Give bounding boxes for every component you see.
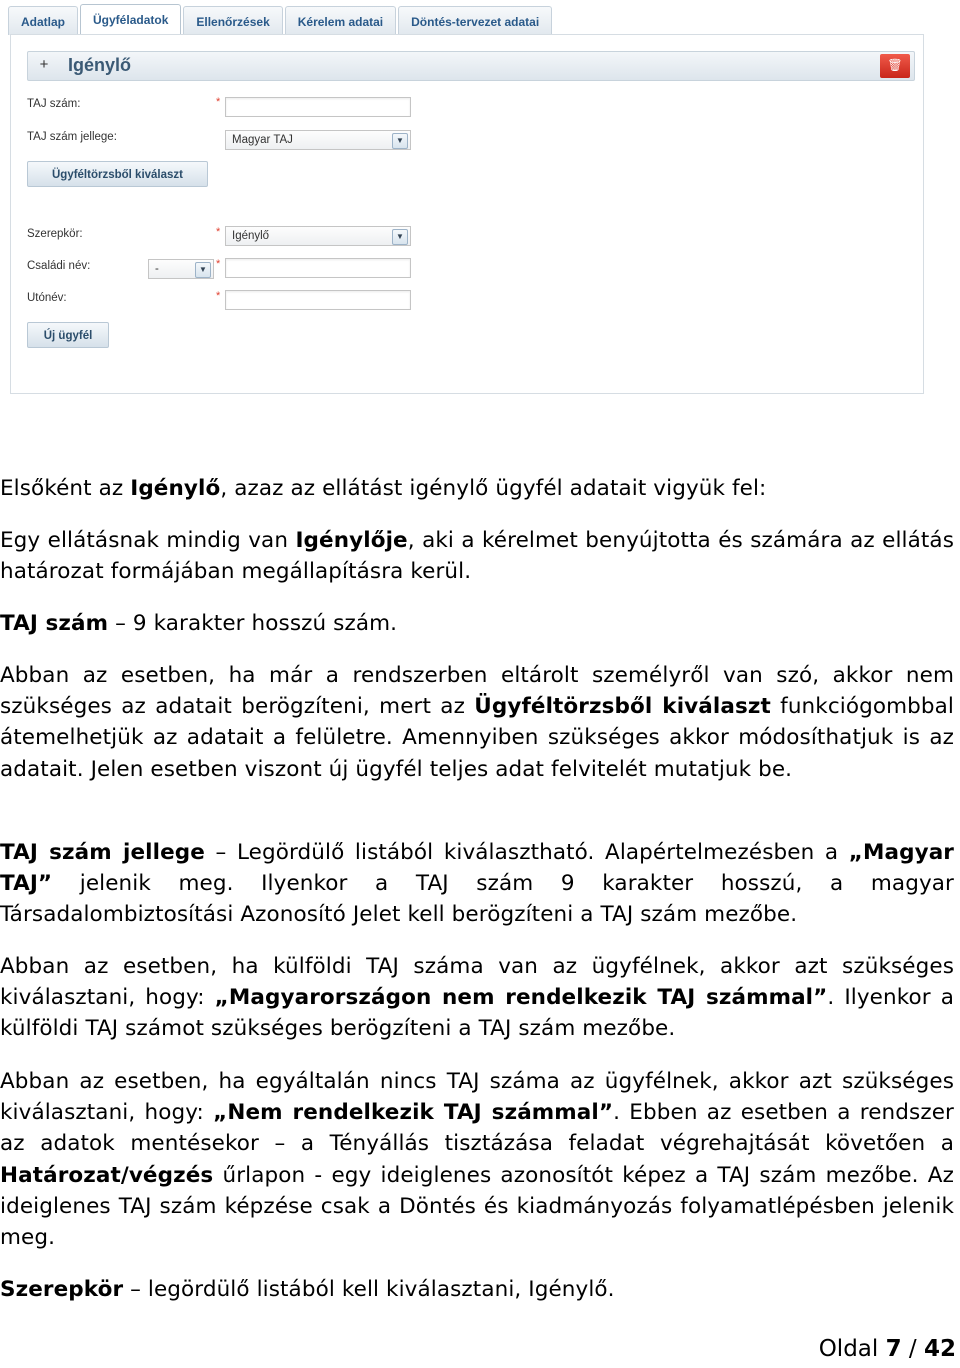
- paragraph-taj-szam: [0, 608, 954, 639]
- szerepkor-select[interactable]: [225, 226, 411, 246]
- text: funkciógombbal átemelhetjük az adatait a felületre. Amennyiben szükséges akkor módosíthatjuk is az adatait. Jelen esetben viszont új ügyfél teljes adat felvitelét mutatjuk be.: [0, 694, 954, 782]
- bold-text: Igénylő: [130, 476, 221, 501]
- page-number: [819, 1336, 956, 1362]
- text: Egy ellátásnak mindig van: [0, 528, 296, 553]
- chevron-down-icon: ▼: [195, 262, 211, 278]
- text: – Legördülő listából kiválasztható. Alapértelmezésben a: [204, 840, 849, 865]
- bold-text: Határozat/végzés: [0, 1162, 214, 1188]
- tab-dontes-tervezet-adatai[interactable]: Döntés-tervezet adatai: [398, 6, 552, 35]
- delete-button[interactable]: [880, 54, 910, 78]
- trash-icon: 🗑: [887, 58, 903, 72]
- szerepkor-value: Igénylő: [232, 230, 270, 242]
- text: Elsőként az: [0, 476, 131, 501]
- szerepkor-label: Szerepkör:: [27, 228, 83, 240]
- bold-text: Szerepkör: [0, 1277, 124, 1302]
- required-mark: *: [216, 96, 221, 108]
- nev-elotag-select[interactable]: [148, 259, 214, 279]
- required-mark: *: [216, 226, 221, 238]
- paragraph-intro: [0, 473, 954, 504]
- tab-adatlap[interactable]: Adatlap: [8, 6, 78, 35]
- required-mark: *: [216, 290, 221, 302]
- taj-label: TAJ szám:: [27, 98, 81, 110]
- page-prefix: Oldal: [818, 1336, 886, 1362]
- text: űrlapon - egy ideiglenes azonosítót képez a TAJ szám mezőbe. Az ideiglenes TAJ szám képzése csak a Döntés és kiadmányozás folyamatlépésben jelenik meg.: [0, 1162, 954, 1251]
- tab-ellenorzesek[interactable]: Ellenőrzések: [183, 6, 282, 35]
- bold-text: TAJ szám: [0, 611, 109, 636]
- chevron-down-icon: ▼: [392, 133, 408, 149]
- tab-kerelem-adatai[interactable]: Kérelem adatai: [285, 6, 396, 35]
- text: . Ilyenkor a külföldi TAJ számot szükséges berögzíteni a TAJ szám mezőbe.: [0, 985, 954, 1042]
- text: , aki a kérelmet benyújtotta és számára az ellátás határozat formájában megállapításra kerül.: [0, 528, 955, 585]
- tab-bar: [8, 4, 552, 34]
- bold-text: „Magyarországon nem rendelkezik TAJ számmal”: [214, 985, 828, 1011]
- text: – legördülő listából kell kiválasztani, Igénylő.: [123, 1277, 615, 1302]
- paragraph-nincs-taj: [0, 1066, 954, 1253]
- paragraph-igenylo: [0, 525, 954, 587]
- taj-jelleg-value: Magyar TAJ: [232, 134, 293, 146]
- page-separator: /: [901, 1336, 924, 1362]
- ugyfeltorzs-kivalaszt-button[interactable]: Ügyféltörzsből kiválaszt: [27, 161, 208, 187]
- uj-ugyfel-button[interactable]: Új ügyfél: [27, 322, 109, 348]
- total-pages: 42: [923, 1336, 956, 1362]
- text: . Ebben az esetben a rendszer az adatok mentésekor – a Tényállás tisztázása feladat végrehajtását követően a: [0, 1100, 954, 1157]
- bold-text: „Magyar TAJ”: [0, 840, 954, 897]
- taj-input[interactable]: [225, 97, 411, 117]
- taj-jelleg-select[interactable]: [225, 130, 411, 150]
- utonev-label: Utónév:: [27, 292, 67, 304]
- paragraph-ugyfeltorzs: [0, 660, 954, 785]
- text: jelenik meg. Ilyenkor a TAJ szám 9 karakter hosszú, a magyar Társadalombiztosítási Azonosító Jelet kell berögzíteni a TAJ szám mezőbe.: [0, 871, 954, 928]
- tab-ugyfeladatok[interactable]: Ügyféladatok: [80, 4, 181, 35]
- nev-elotag-value: -: [155, 263, 159, 275]
- csaladi-nev-label: Családi név:: [27, 260, 91, 272]
- expand-icon[interactable]: +: [39, 56, 49, 73]
- bold-text: Ügyféltörzsből kiválaszt: [474, 694, 771, 720]
- bold-text: Igénylője: [295, 528, 408, 553]
- csaladi-nev-input[interactable]: [225, 258, 411, 278]
- bold-text: „Nem rendelkezik TAJ számmal”: [213, 1100, 614, 1126]
- current-page: 7: [885, 1336, 902, 1362]
- igenylo-panel: [10, 34, 924, 394]
- bold-text: TAJ szám jellege: [0, 840, 205, 865]
- application-screenshot: [0, 0, 928, 396]
- text: Abban az esetben, ha egyáltalán nincs TAJ száma az ügyfélnek, akkor azt szükséges kiválasztani, hogy:: [0, 1069, 954, 1126]
- panel-header: [27, 51, 915, 81]
- text: – 9 karakter hosszú szám.: [108, 611, 398, 636]
- taj-jelleg-label: TAJ szám jellege:: [27, 131, 117, 143]
- paragraph-kulfoldi-taj: [0, 951, 954, 1045]
- text: Abban az esetben, ha már a rendszerben eltárolt személyről van szó, akkor nem szükséges az adatait berögzíteni, mert az: [0, 663, 954, 720]
- text: Abban az esetben, ha külföldi TAJ száma van az ügyfélnek, akkor azt szükséges kiválasztani, hogy:: [0, 954, 954, 1011]
- chevron-down-icon: ▼: [392, 229, 408, 245]
- paragraph-taj-jellege: [0, 837, 954, 931]
- required-mark: *: [216, 258, 221, 270]
- text: , azaz az ellátást igénylő ügyfél adatait vigyük fel:: [220, 476, 767, 501]
- paragraph-szerepkor: [0, 1274, 954, 1305]
- utonev-input[interactable]: [225, 290, 411, 310]
- panel-title: Igénylő: [68, 55, 132, 75]
